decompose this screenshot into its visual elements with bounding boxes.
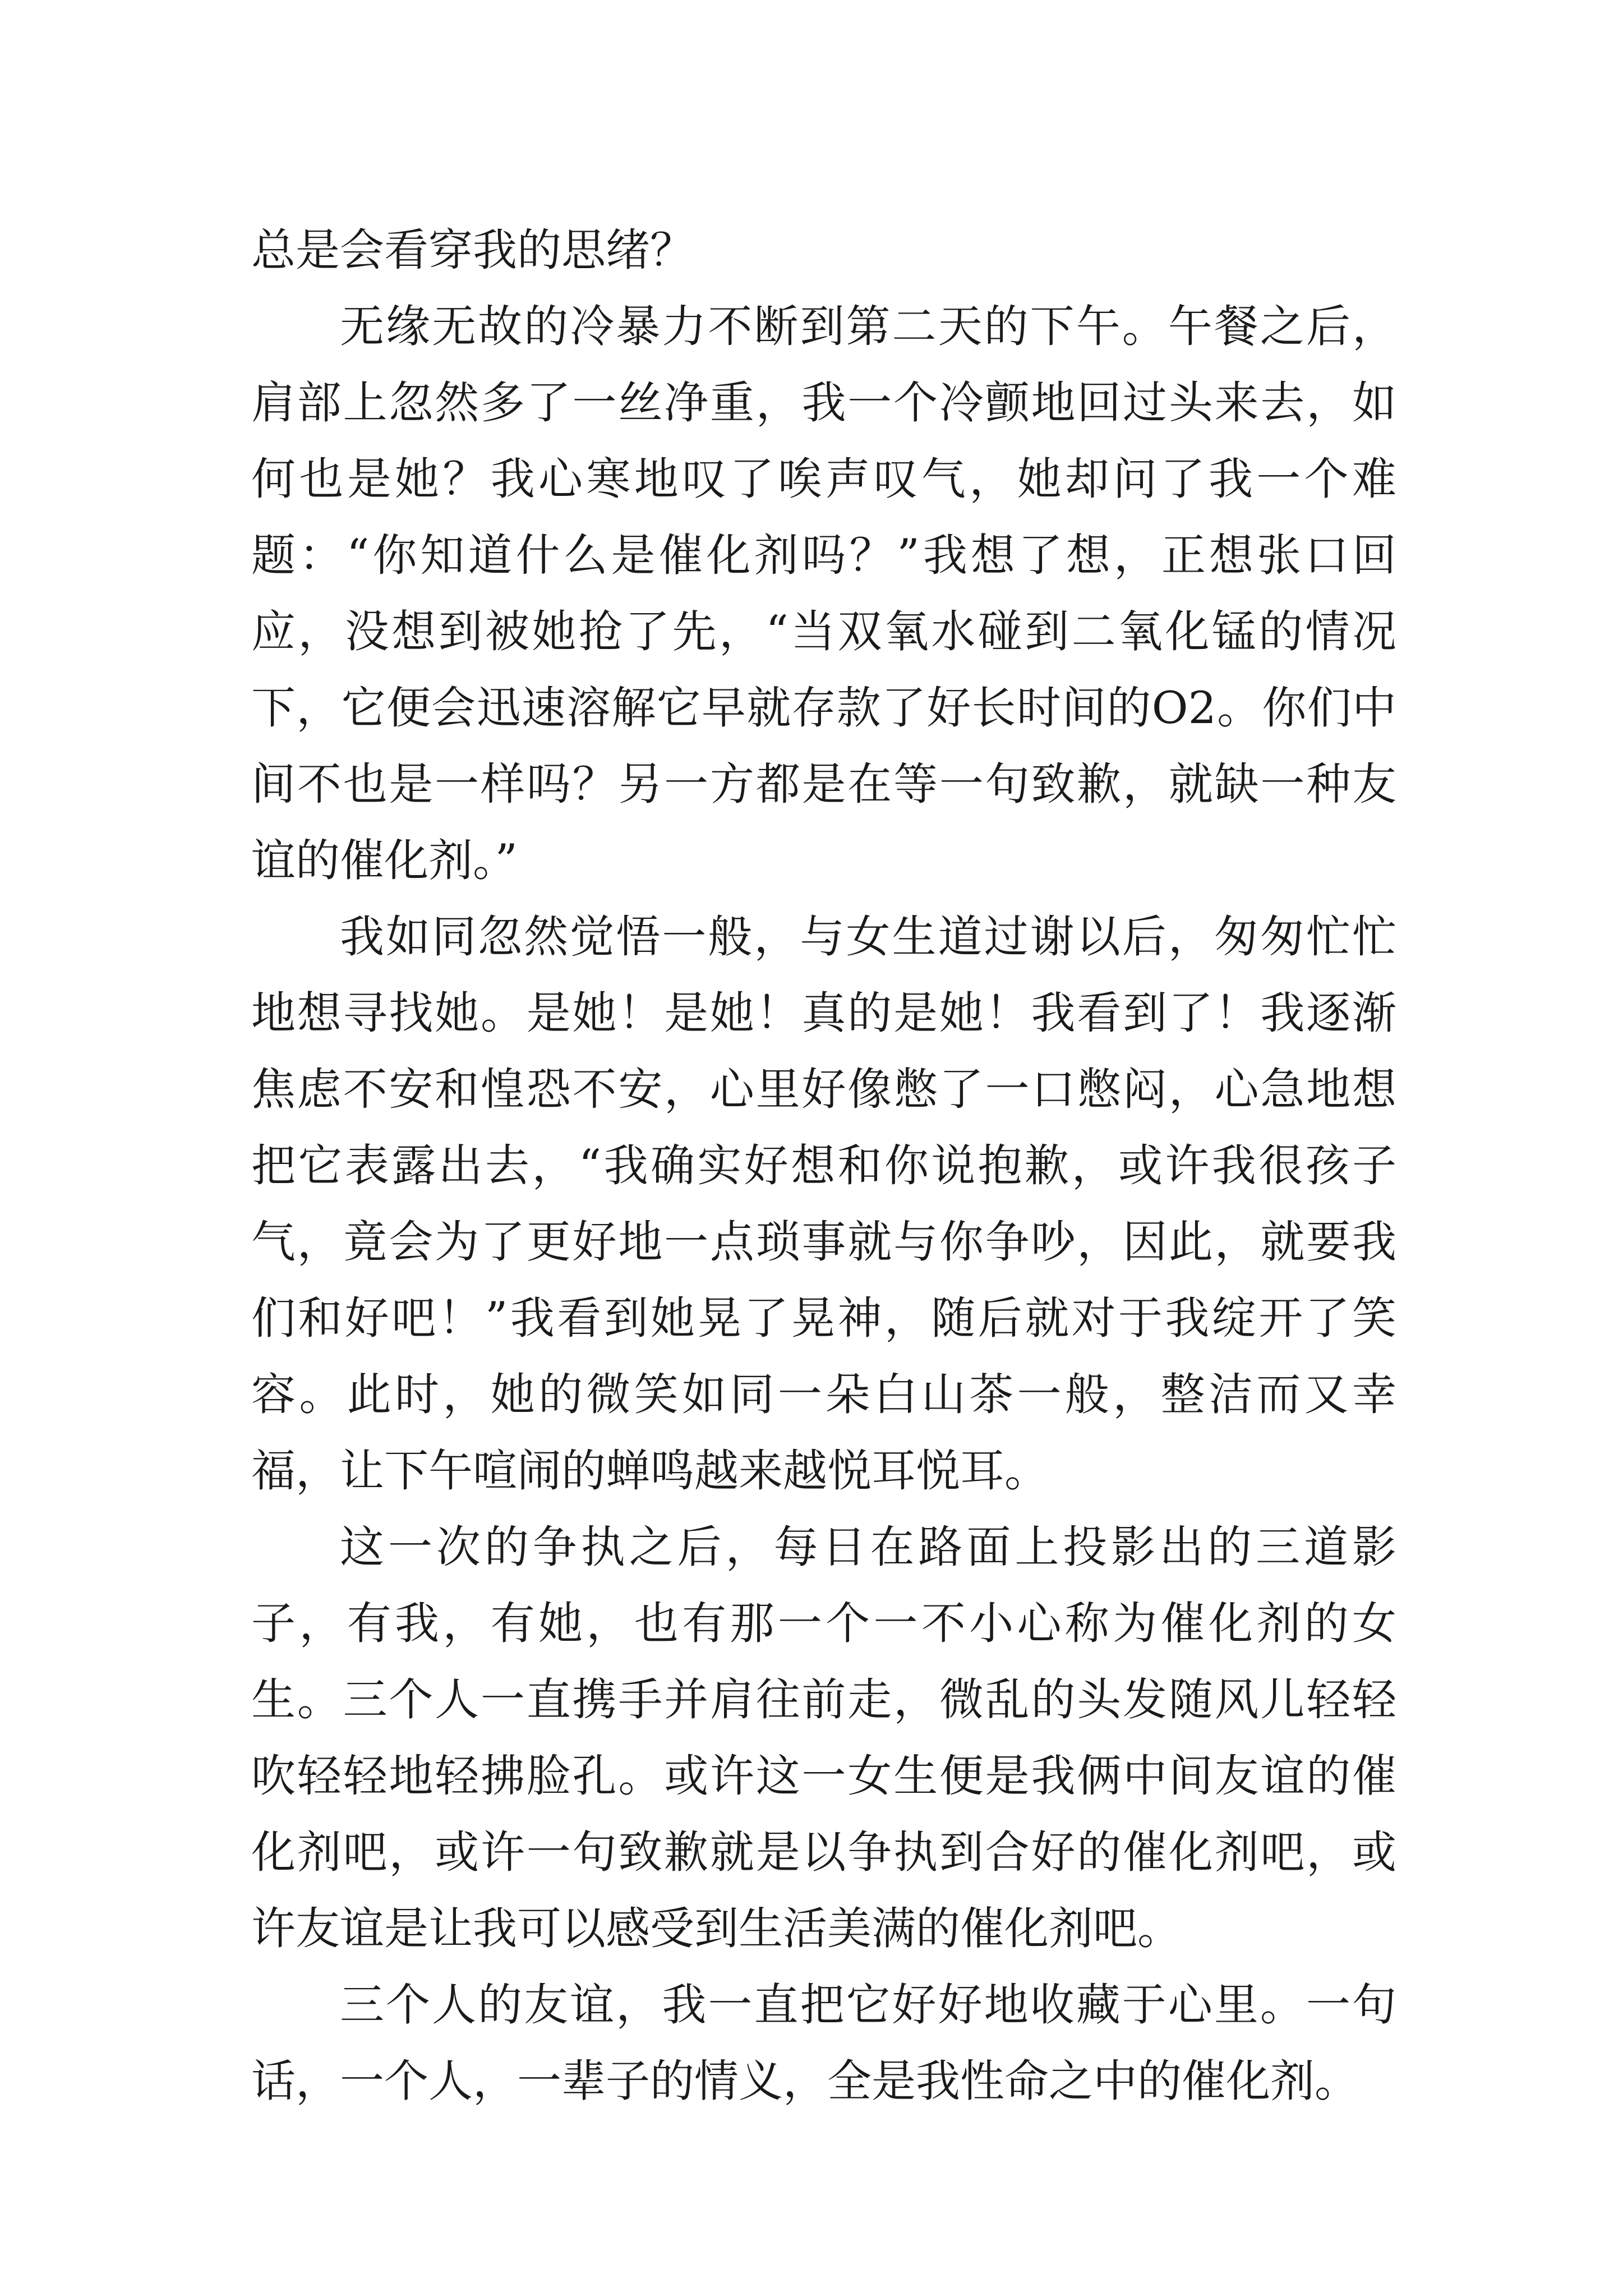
paragraph-3: 我如同忽然觉悟一般，与女生道过谢以后，匆匆忙忙地想寻找她。是她！是她！真的是她！我看到了！我逐渐焦虑不安和惶恐不安，心里好像憋了一口憋闷，心急地想把它表露出去，“我确实好想和你说抱歉，或许我很孩子气，竟会为了更好地一点琐事就与你争吵，因此，就要我们和好吧！”我看到她晃了晃神，随后就对于我绽开了笑容。此时，她的微笑如同一朵白山茶一般，整洁而又幸福，让下午喧闹的蝉鸣越来越悦耳悦耳。 [251,911,1396,1497]
paragraph-2: 无缘无故的冷暴力不断到第二天的下午。午餐之后，肩部上忽然多了一丝净重，我一个冷颤地回过头来去，如何也是她？我心寒地叹了唉声叹气，她却问了我一个难题：“你知道什么是催化剂吗？”我想了想，正想张口回应，没想到被她抢了先，“当双氧水碰到二氧化锰的情况下，它便会迅速溶解它早就存款了好长时间的O2。你们中间不也是一样吗？另一方都是在等一句致歉，就缺一种友谊的催化剂。” [251,301,1396,886]
paragraph-continuation: 总是会看穿我的思绪？ [251,224,694,276]
body-text [251,212,1396,2119]
paragraph-5: 三个人的友谊，我一直把它好好地收藏于心里。一句话，一个人，一辈子的情义，全是我性命之中的催化剂。 [251,1979,1396,2107]
paragraph-4: 这一次的争执之后，每日在路面上投影出的三道影子，有我，有她，也有那一个一不小心称为催化剂的女生。三个人一直携手并肩往前走，微乱的头发随风儿轻轻吹轻轻地轻拂脸孔。或许这一女生便是我俩中间友谊的催化剂吧，或许一句致歉就是以争执到合好的催化剂吧，或许友谊是让我可以感受到生活美满的催化剂吧。 [251,1521,1396,1954]
